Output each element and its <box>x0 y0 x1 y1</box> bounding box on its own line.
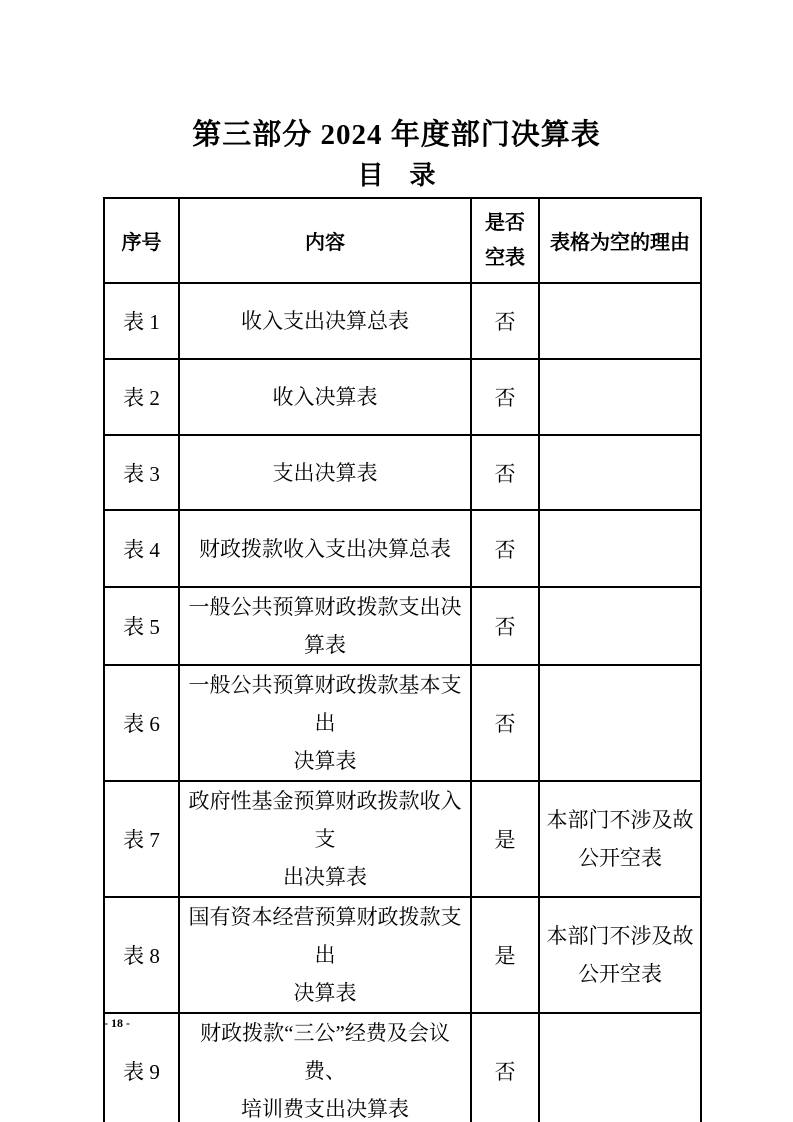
row-reason <box>539 587 701 665</box>
row-content <box>179 435 471 510</box>
header-content: 内容 <box>179 198 471 283</box>
table-row <box>104 897 701 1013</box>
row-empty-flag: 否 <box>471 359 539 435</box>
row-empty-flag: 否 <box>471 435 539 510</box>
row-content <box>179 665 471 781</box>
row-reason <box>539 510 701 587</box>
row-content-line2: 出决算表 <box>283 865 367 889</box>
row-content-line1: 财政拨款收入支出决算总表 <box>199 536 451 561</box>
row-content-line1: 收入支出决算总表 <box>241 309 409 333</box>
row-content <box>179 781 471 897</box>
row-reason <box>539 359 701 435</box>
row-content-line1: 一般公共预算财政拨款基本支出 <box>188 673 462 735</box>
row-content <box>179 587 471 665</box>
row-seq: 表 5 <box>104 587 179 665</box>
page-number: - 18 - <box>104 1016 130 1030</box>
table-row <box>104 587 701 665</box>
row-content-line2: 培训费支出决算表 <box>241 1097 409 1121</box>
row-content <box>179 897 471 1013</box>
row-reason-line2: 公开空表 <box>578 846 662 870</box>
row-reason <box>539 1013 701 1122</box>
table-row <box>104 665 701 781</box>
table-row <box>104 359 701 435</box>
table-row <box>104 283 701 359</box>
row-empty-flag: 否 <box>471 665 539 781</box>
row-content <box>179 359 471 435</box>
toc-table-container <box>103 197 702 1122</box>
header-empty-flag-line1: 是否 <box>485 211 525 234</box>
row-reason-line1: 本部门不涉及故 <box>546 808 694 832</box>
row-content-line1: 一般公共预算财政拨款支出决算表 <box>188 595 462 657</box>
row-empty-flag: 否 <box>471 283 539 359</box>
row-seq: 表 8 <box>104 897 179 1013</box>
row-seq: 表 1 <box>104 283 179 359</box>
row-content-line2: 决算表 <box>293 749 357 773</box>
row-empty-flag: 是 <box>471 781 539 897</box>
row-reason-line2: 公开空表 <box>578 962 662 986</box>
row-reason <box>539 435 701 510</box>
row-seq: 表 9 <box>104 1013 179 1122</box>
toc-table <box>103 197 702 1122</box>
row-reason <box>539 781 701 897</box>
table-row <box>104 781 701 897</box>
row-content-line1: 财政拨款“三公”经费及会议费、 <box>200 1021 450 1083</box>
header-row <box>104 198 701 283</box>
row-content-line1: 收入决算表 <box>272 385 378 409</box>
page-subtitle: 目 录 <box>357 161 436 190</box>
table-row <box>104 510 701 587</box>
table-row <box>104 1013 701 1122</box>
row-empty-flag: 否 <box>471 1013 539 1122</box>
header-seq: 序号 <box>104 198 179 283</box>
header-reason: 表格为空的理由 <box>539 198 701 283</box>
row-content-line1: 国有资本经营预算财政拨款支出 <box>188 905 462 967</box>
page-title: 第三部分 2024 年度部门决算表 <box>192 119 601 151</box>
row-content-line1: 政府性基金预算财政拨款收入支 <box>188 789 462 851</box>
table-row <box>104 435 701 510</box>
row-seq: 表 6 <box>104 665 179 781</box>
row-reason <box>539 283 701 359</box>
row-seq: 表 2 <box>104 359 179 435</box>
row-reason <box>539 665 701 781</box>
row-reason <box>539 897 701 1013</box>
row-seq: 表 7 <box>104 781 179 897</box>
row-seq: 表 3 <box>104 435 179 510</box>
row-content <box>179 283 471 359</box>
row-empty-flag: 否 <box>471 587 539 665</box>
row-content-line2: 决算表 <box>293 981 357 1005</box>
row-empty-flag: 是 <box>471 897 539 1013</box>
header-empty-flag-line2: 空表 <box>485 246 525 269</box>
row-content-line1: 支出决算表 <box>272 460 378 485</box>
row-content <box>179 510 471 587</box>
header-empty-flag <box>471 198 539 283</box>
row-content <box>179 1013 471 1122</box>
row-empty-flag: 否 <box>471 510 539 587</box>
row-seq: 表 4 <box>104 510 179 587</box>
row-reason-line1: 本部门不涉及故 <box>546 924 694 948</box>
